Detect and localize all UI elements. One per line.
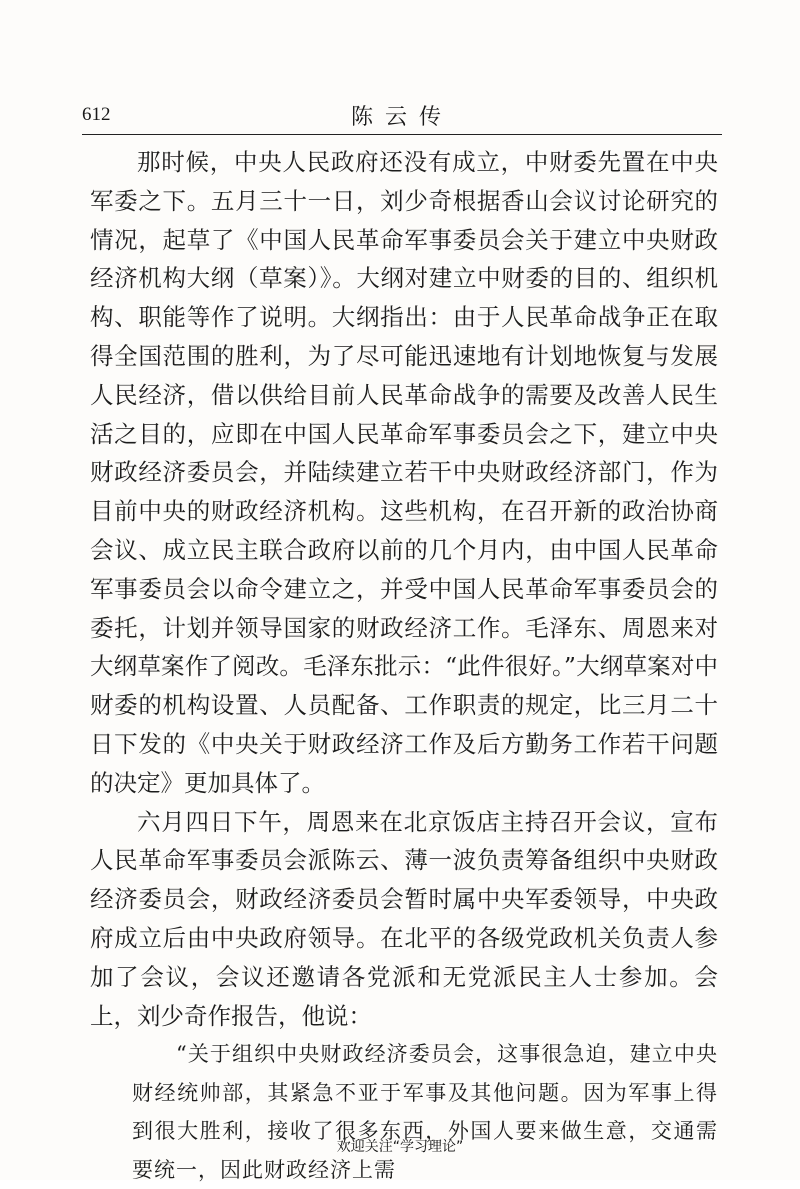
footer-caption: 欢迎关注“学习理论” (336, 1139, 464, 1155)
paragraph-2: 六月四日下午，周恩来在北京饭店主持召开会议，宣布人民革命军事委员会派陈云、薄一波负责筹备组织中央财政经济委员会，财政经济委员会暂时属中央军委领导，中央政府成立后由中央政府领导。在北平的各级党政机关负责人参加了会议，会议还邀请各党派和无党派民主人士参加。会上，刘少奇作报告，他说： (90, 807, 718, 1030)
page-number: 612 (82, 104, 111, 125)
paragraph-1: 那时候，中央人民政府还没有成立，中财委先置在中央军委之下。五月三十一日，刘少奇根据香山会议讨论研究的情况，起草了《中国人民革命军事委员会关于建立中央财政经济机构大纲（草案）》。大纲对建立中财委的目的、组织机构、职能等作了说明。大纲指出：由于人民革命战争正在取得全国范围的胜利，为了尽可能迅速地有计划地恢复与发展人民经济，借以供给目前人民革命战争的需要及改善人民生活之目的，应即在中国人民革命军事委员会之下，建立中央财政经济委员会，并陆续建立若干中央财政经济部门，作为目前中央的财政经济机构。这些机构，在召开新的政治协商会议、成立民主联合政府以前的几个月内，由中国人民革命军事委员会以命令建立之，并受中国人民革命军事委员会的委托，计划并领导国家的财政经济工作。毛泽东、周恩来对大纲草案作了阅改。毛泽东批示：“此件很好。”大纲草案对中财委的机构设置、人员配备、工作职责的规定，比三月二十日下发的《中央关于财政经济工作及后方勤务工作若干问题的决定》更加具体了。 (90, 148, 718, 797)
page-header (82, 100, 722, 135)
body-text (90, 143, 718, 1189)
block-quote: “关于组织中央财政经济委员会，这事很急迫，建立中央财经统帅部，其紧急不亚于军事及其他问题。因为军事上得到很大胜利，接收了很多东西，外国人要来做生意，交通需要统一，因此财政经济上需 (132, 1042, 718, 1182)
running-title: 陈云传 (350, 105, 453, 130)
